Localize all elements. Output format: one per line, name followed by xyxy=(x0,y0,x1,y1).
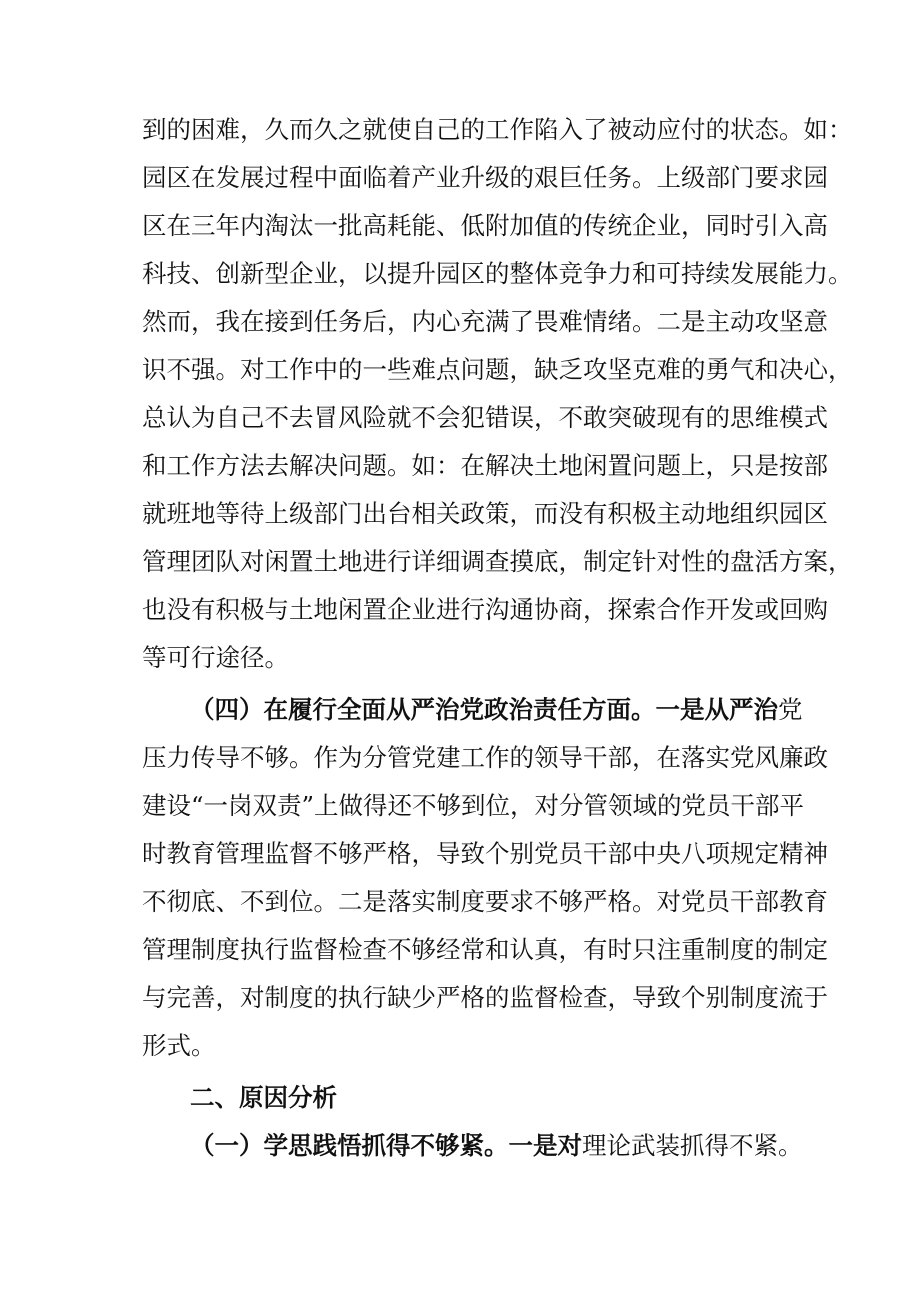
paragraph-line: 管理制度执行监督检查不够经常和认真，有时只注重制度的制定 xyxy=(142,935,828,964)
paragraph-line: 和工作方法去解决问题。如：在解决土地闲置问题上，只是按部 xyxy=(142,451,828,480)
paragraph-line: 总认为自己不去冒风险就不会犯错误，不敢突破现有的思维模式 xyxy=(142,403,828,432)
paragraph-line: 也没有积极与土地闲置企业进行沟通协商，探索合作开发或回购 xyxy=(142,595,828,624)
paragraph-line: 就班地等待上级部门出台相关政策，而没有积极主动地组织园区 xyxy=(142,499,828,528)
paragraph-line: 园区在发展过程中面临着产业升级的艰巨任务。上级部门要求园 xyxy=(142,163,828,192)
paragraph-line: 建设“一岗双责”上做得还不够到位，对分管领域的党员干部平 xyxy=(142,791,805,820)
paragraph-line: 识不强。对工作中的一些难点问题，缺乏攻坚克难的勇气和决心， xyxy=(142,355,853,384)
subsection-heading-line xyxy=(190,690,803,730)
section-heading: 二、原因分析 xyxy=(190,1083,337,1112)
paragraph-line: 科技、创新型企业，以提升园区的整体竞争力和可持续发展能力。 xyxy=(142,259,853,288)
paragraph-line: 管理团队对闲置土地进行详细调查摸底，制定针对性的盘活方案， xyxy=(142,547,853,576)
subsection-heading-text: 党 xyxy=(778,695,803,724)
subsection-heading-line xyxy=(190,1126,803,1166)
subsection-heading-bold: （一）学思践悟抓得不够紧。一是对 xyxy=(190,1131,582,1160)
paragraph-line: 与完善，对制度的执行缺少严格的监督检查，导致个别制度流于 xyxy=(142,983,828,1012)
paragraph-line: 形式。 xyxy=(142,1031,216,1060)
paragraph-line: 等可行途径。 xyxy=(142,643,289,672)
paragraph-line: 压力传导不够。作为分管党建工作的领导干部，在落实党风廉政 xyxy=(142,743,828,772)
paragraph-line: 不彻底、不到位。二是落实制度要求不够严格。对党员干部教育 xyxy=(142,887,828,916)
paragraph-line: 时教育管理监督不够严格，导致个别党员干部中央八项规定精神 xyxy=(142,839,828,868)
paragraph-line: 然而，我在接到任务后，内心充满了畏难情绪。二是主动攻坚意 xyxy=(142,307,828,336)
paragraph-line: 到的困难，久而久之就使自己的工作陷入了被动应付的状态。如： xyxy=(142,115,853,144)
subsection-heading-text: 理论武装抓得不紧。 xyxy=(582,1131,803,1160)
paragraph-line: 区在三年内淘汰一批高耗能、低附加值的传统企业，同时引入高 xyxy=(142,211,828,240)
subsection-heading-bold: （四）在履行全面从严治党政治责任方面。一是从严治 xyxy=(190,695,778,724)
